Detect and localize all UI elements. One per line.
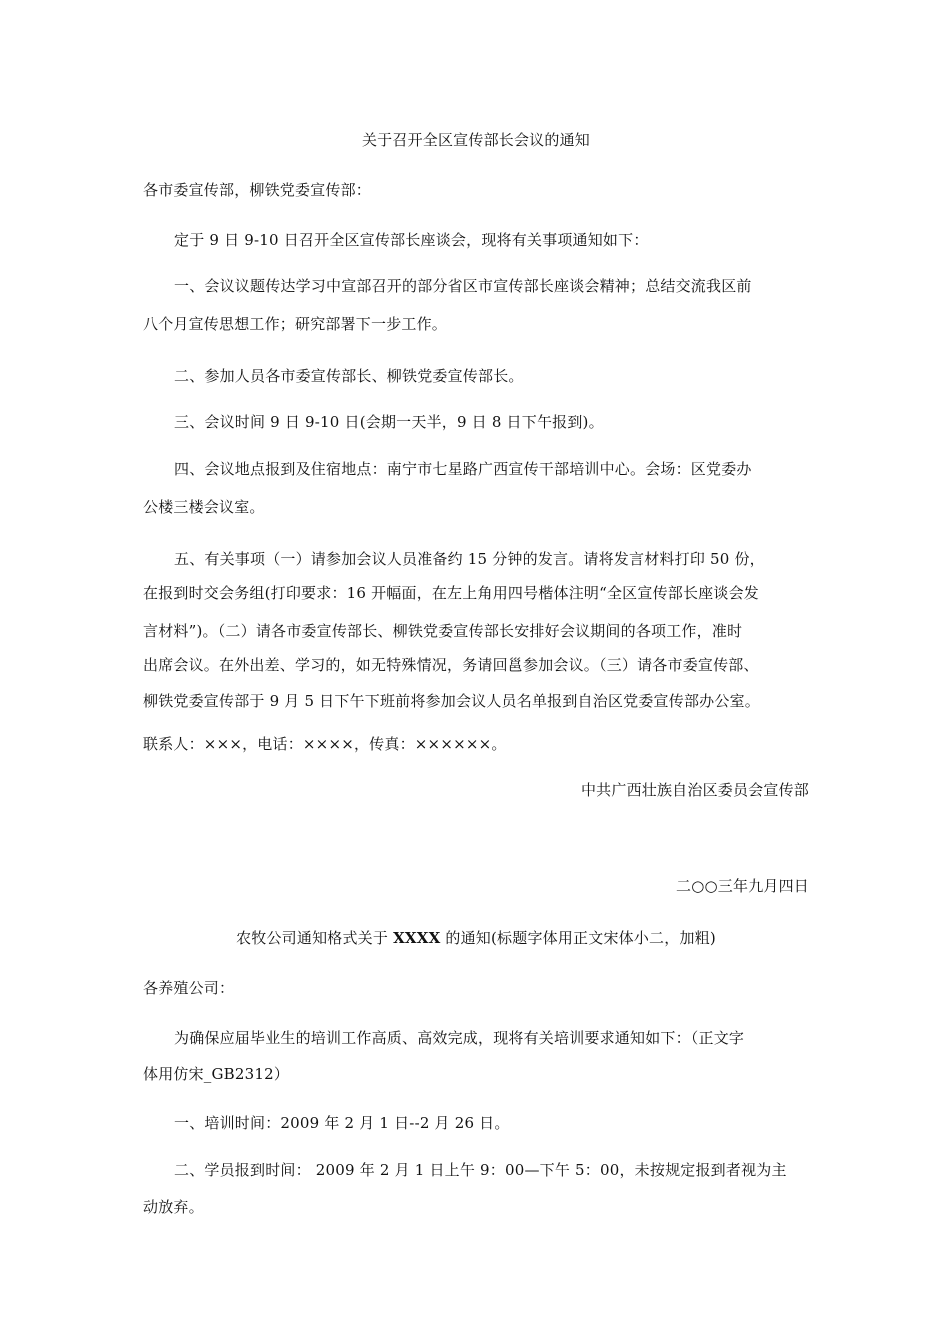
notice1-item4-line1: 四、会议地点报到及住宿地点：南宁市七星路广西宣传干部培训中心。会场：区党委办 xyxy=(174,460,752,478)
notice1-item4-line2: 公楼三楼会议室。 xyxy=(143,498,265,516)
notice2-title-prefix: 农牧公司通知格式关于 xyxy=(236,929,394,947)
notice1-item5-line6: 联系人：×××，电话：××××，传真：××××××。 xyxy=(143,735,507,753)
notice2-intro-line1: 为确保应届毕业生的培训工作高质、高效完成，现将有关培训要求通知如下：（正文字 xyxy=(174,1029,745,1047)
notice1-item5-line4: 出席会议。在外出差、学习的，如无特殊情况，务请回邕参加会议。（三）请各市委宣传部、 xyxy=(143,656,759,674)
notice2-item1: 一、培训时间：2009 年 2 月 1 日--2 月 26 日。 xyxy=(174,1114,510,1132)
notice1-salutation: 各市委宣传部，柳铁党委宣传部： xyxy=(143,181,372,199)
notice1-item5-line5: 柳铁党委宣传部于 9 月 5 日下午下班前将参加会议人员名单报到自治区党委宣传部办公室。 xyxy=(143,692,760,710)
document-page xyxy=(143,0,809,1344)
notice1-date: 二○○三年九月四日 xyxy=(676,877,809,895)
notice2-intro-line2: 体用仿宋_GB2312） xyxy=(143,1065,290,1083)
notice1-item5-line2: 在报到时交会务组(打印要求：16 开幅面，在左上角用四号楷体注明“全区宣传部长座谈会发 xyxy=(143,584,759,602)
notice1-item3: 三、会议时间 9 日 9-10 日(会期一天半，9 日 8 日下午报到)。 xyxy=(174,413,604,431)
notice2-item2-line2: 动放弃。 xyxy=(143,1198,204,1216)
notice1-item2: 二、参加人员各市委宣传部长、柳铁党委宣传部长。 xyxy=(174,367,524,385)
notice2-title-suffix: 的通知(标题字体用正文宋体小二，加粗) xyxy=(440,929,716,947)
notice2-title xyxy=(143,928,809,948)
notice1-signature: 中共广西壮族自治区委员会宣传部 xyxy=(580,781,809,799)
notice1-item1-line1: 一、会议议题传达学习中宣部召开的部分省区市宣传部长座谈会精神；总结交流我区前 xyxy=(174,277,752,295)
notice1-intro: 定于 9 日 9-10 日召开全区宣传部长座谈会，现将有关事项通知如下： xyxy=(174,231,649,249)
notice2-title-placeholder: XXXX xyxy=(393,929,441,947)
notice2-salutation: 各养殖公司： xyxy=(143,979,235,997)
notice1-item1-line2: 八个月宣传思想工作；研究部署下一步工作。 xyxy=(143,315,448,333)
notice1-title: 关于召开全区宣传部长会议的通知 xyxy=(361,131,590,149)
notice1-item5-line1: 五、有关事项（一）请参加会议人员准备约 15 分钟的发言。请将发言材料打印 50 份， xyxy=(174,550,765,568)
notice1-item5-line3: 言材料”)。（二）请各市委宣传部长、柳铁党委宣传部长安排好会议期间的各项工作，准时 xyxy=(143,622,743,640)
notice2-item2-line1: 二、学员报到时间： 2009 年 2 月 1 日上午 9：00—下午 5：00，未按规定报到者视为主 xyxy=(174,1161,787,1179)
